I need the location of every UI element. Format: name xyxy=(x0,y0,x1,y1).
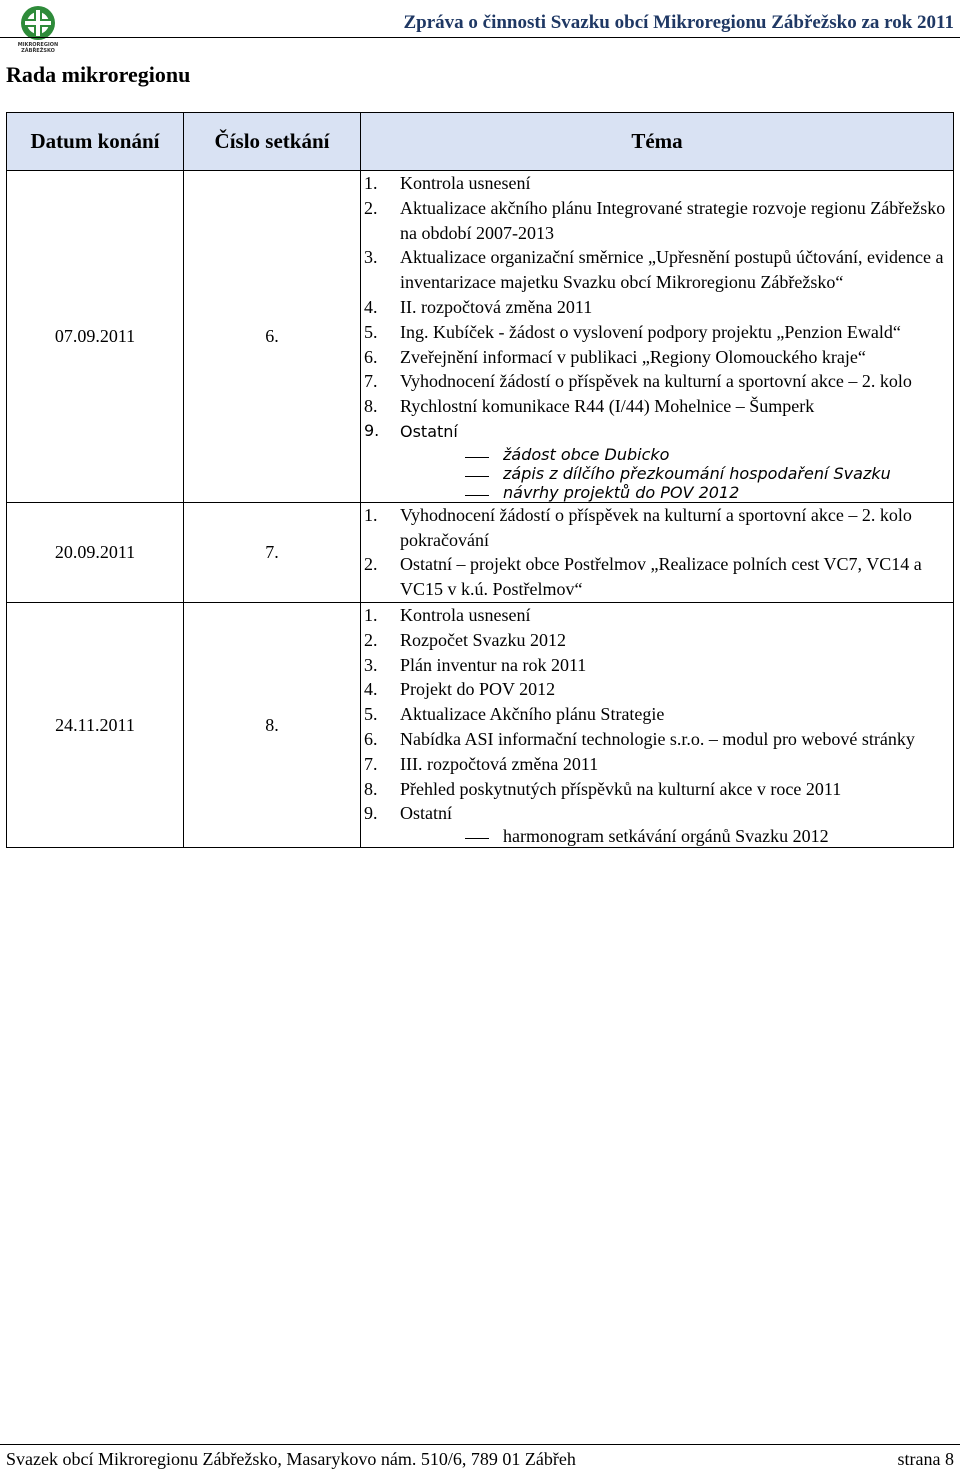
table-row xyxy=(7,602,954,847)
subtopic-list xyxy=(361,826,953,847)
topic-item: 2. Rozpočet Svazku 2012 xyxy=(364,629,566,650)
column-header-number: Číslo setkání xyxy=(184,113,361,171)
meeting-topics xyxy=(361,602,954,847)
topic-list xyxy=(361,503,953,602)
meetings-table xyxy=(6,112,954,848)
meeting-number: 6. xyxy=(184,171,361,503)
topic-item: 2. Ostatní – projekt obce Postřelmov „Realizace polních cest VC7, VC14 a VC15 v k.ú. Postřelmov“ xyxy=(364,554,922,600)
mikroregion-logo xyxy=(8,4,68,56)
table-header-row xyxy=(7,113,954,171)
topic-item: 4. Projekt do POV 2012 xyxy=(364,679,556,700)
topic-list xyxy=(361,171,953,445)
meeting-date: 24.11.2011 xyxy=(7,602,184,847)
footer-address: Svazek obcí Mikroregionu Zábřežsko, Masarykovo nám. 510/6, 789 01 Zábřeh xyxy=(6,1449,576,1469)
topic-item: 3. Plán inventur na rok 2011 xyxy=(364,654,587,675)
topic-item: 1. Kontrola usnesení xyxy=(364,173,531,193)
subtopic-item: žádost obce Dubicko xyxy=(361,445,953,464)
subtopic-item: návrhy projektů do POV 2012 xyxy=(361,483,953,502)
topic-item: 5. Aktualizace Akčního plánu Strategie xyxy=(364,704,665,725)
meeting-topics xyxy=(361,171,954,503)
topic-item: 3. Aktualizace organizační směrnice „Upřesnění postupů účtování, evidence a inventarizace majetku Svazku obcí Mikroregionu Zábřežsko“ xyxy=(364,247,944,293)
meeting-number: 8. xyxy=(184,602,361,847)
column-header-topic: Téma xyxy=(361,113,954,171)
meeting-date: 07.09.2011 xyxy=(7,171,184,503)
table-row xyxy=(7,171,954,503)
topic-item: 2. Aktualizace akčního plánu Integrované strategie rozvoje regionu Zábřežsko na období 2007-2013 xyxy=(364,197,946,243)
table-row xyxy=(7,502,954,602)
report-title: Zpráva o činnosti Svazku obcí Mikroregionu Zábřežsko za rok 2011 xyxy=(403,12,954,33)
header-divider xyxy=(0,37,960,38)
topic-item: 5. Ing. Kubíček - žádost o vyslovení podpory projektu „Penzion Ewald“ xyxy=(364,321,901,342)
column-header-date: Datum konání xyxy=(7,113,184,171)
logo-text: MIKROREGION ZÁBŘEŽSKO xyxy=(17,42,59,54)
topic-item: 7. Vyhodnocení žádostí o příspěvek na kulturní a sportovní akce – 2. kolo xyxy=(364,371,912,392)
section-heading: Rada mikroregionu xyxy=(6,62,191,87)
subtopic-list xyxy=(361,445,953,502)
page-number: strana 8 xyxy=(897,1449,954,1469)
topic-item: 6. Zveřejnění informací v publikaci „Regiony Olomouckého kraje“ xyxy=(364,346,866,367)
topic-item: 1. Kontrola usnesení xyxy=(364,604,531,625)
topic-item: 9. Ostatní xyxy=(364,803,452,824)
topic-item: 7. III. rozpočtová změna 2011 xyxy=(364,753,599,774)
subtopic-item: harmonogram setkávání orgánů Svazku 2012 xyxy=(361,826,953,847)
topic-item: 6. Nabídka ASI informační technologie s.r.o. – modul pro webové stránky xyxy=(364,728,915,749)
topic-item: 4. II. rozpočtová změna 2011 xyxy=(364,296,593,317)
meeting-date: 20.09.2011 xyxy=(7,502,184,602)
subtopic-item: zápis z dílčího přezkoumání hospodaření Svazku xyxy=(361,464,953,483)
topic-item: 9. Ostatní xyxy=(364,420,458,441)
topic-item: 1. Vyhodnocení žádostí o příspěvek na kulturní a sportovní akce – 2. kolo pokračování xyxy=(364,504,912,550)
meeting-topics xyxy=(361,502,954,602)
meeting-number: 7. xyxy=(184,502,361,602)
topic-item: 8. Přehled poskytnutých příspěvků na kulturní akce v roce 2011 xyxy=(364,778,842,799)
topic-item: 8. Rychlostní komunikace R44 (I/44) Mohelnice – Šumperk xyxy=(364,396,815,417)
footer-divider xyxy=(0,1444,960,1445)
topic-list xyxy=(361,603,953,826)
